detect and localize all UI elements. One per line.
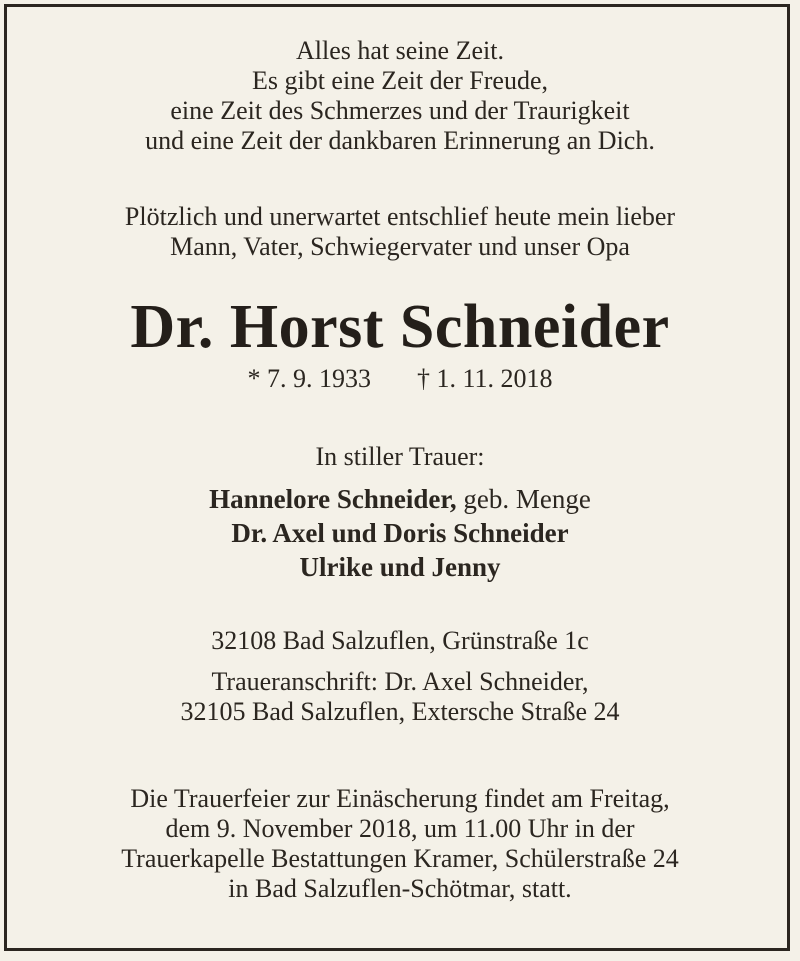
intro-line: Plötzlich und unerwartet entschlief heute mein lieber (124, 202, 676, 231)
motto-verse (0, 36, 800, 156)
announcement-intro (0, 202, 800, 262)
motto-line: Alles hat seine Zeit. (296, 36, 504, 65)
home-address: 32108 Bad Salzuflen, Grünstraße 1c (211, 626, 589, 655)
deceased-name: Dr. Horst Schneider (130, 293, 670, 361)
mourning-address-line: Traueranschrift: Dr. Axel Schneider, (211, 667, 589, 696)
mourning-address (0, 667, 800, 727)
intro-line: Mann, Vater, Schwiegervater und unser Opa (170, 232, 630, 261)
ceremony-line: in Bad Salzuflen-Schötmar, statt. (228, 874, 572, 903)
death-date: † 1. 11. 2018 (416, 364, 553, 393)
mourner-line (0, 482, 800, 516)
ceremony-line: Trauerkapelle Bestattungen Kramer, Schülerstraße 24 (121, 844, 679, 873)
mourner-line: Ulrike und Jenny (299, 552, 501, 582)
ceremony-info (0, 784, 800, 904)
ceremony-line: dem 9. November 2018, um 11.00 Uhr in der (165, 814, 635, 843)
birth-date: * 7. 9. 1933 (247, 364, 371, 393)
motto-line: Es gibt eine Zeit der Freude, (251, 66, 549, 95)
motto-line: eine Zeit des Schmerzes und der Traurigkeit (170, 96, 630, 125)
mourning-heading: In stiller Trauer: (315, 442, 485, 471)
mourning-address-line: 32105 Bad Salzuflen, Extersche Straße 24 (180, 697, 620, 726)
motto-line: und eine Zeit der dankbaren Erinnerung an Dich. (145, 126, 655, 155)
mourner-maiden-name: geb. Menge (456, 484, 591, 514)
mourner-name: Hannelore Schneider, (209, 484, 457, 514)
life-dates (0, 364, 800, 394)
mourner-line: Dr. Axel und Doris Schneider (231, 518, 569, 548)
mourners-list (0, 482, 800, 584)
ceremony-line: Die Trauerfeier zur Einäscherung findet am Freitag, (130, 784, 670, 813)
